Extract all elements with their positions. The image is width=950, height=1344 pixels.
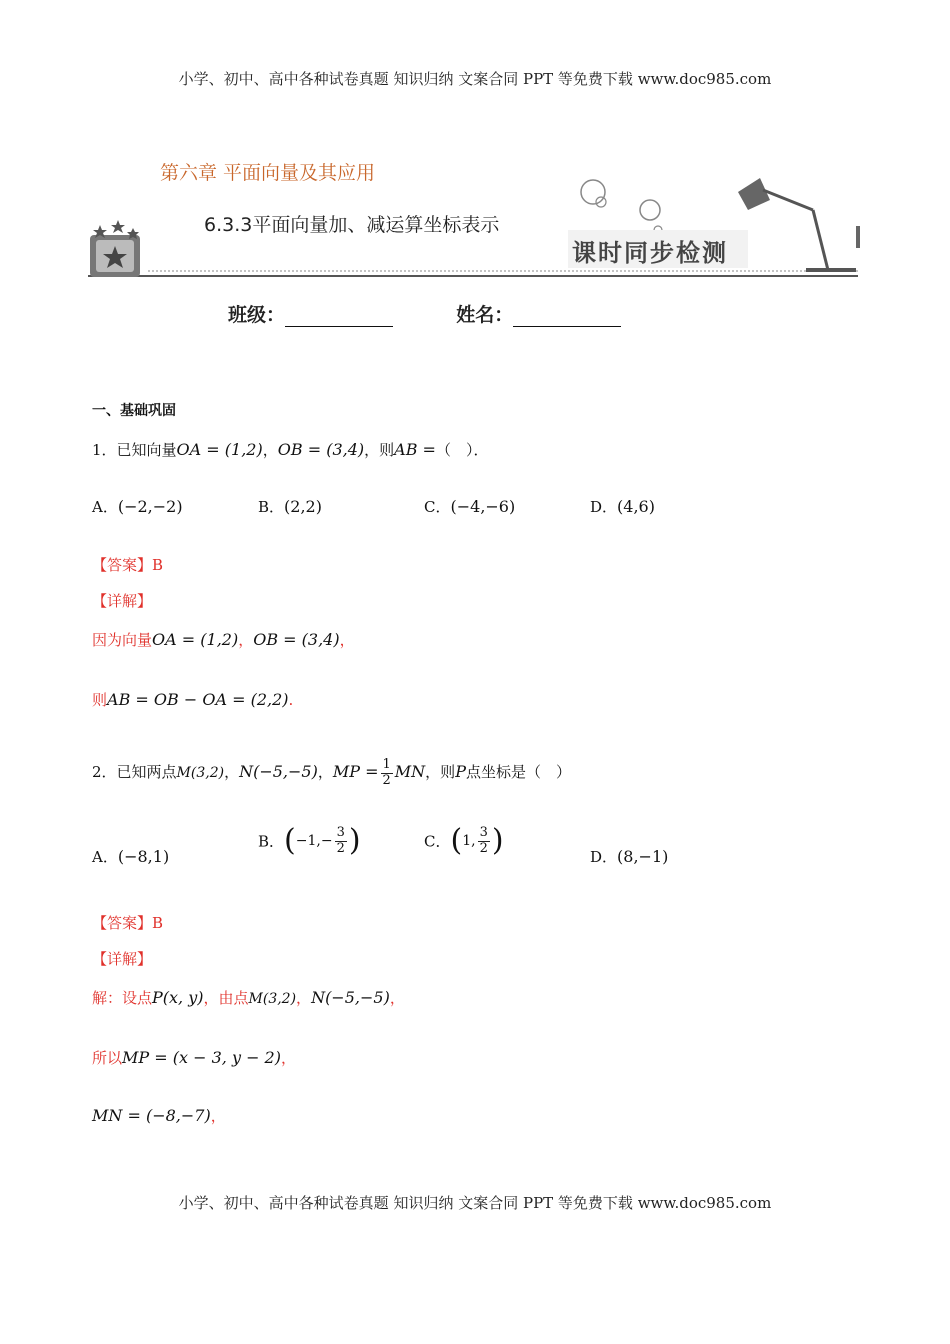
- star-badge-icon: [90, 220, 140, 277]
- q2-option-b: [258, 823, 361, 858]
- math-m: M(3,2): [248, 991, 297, 1007]
- q2-m: M(3,2): [176, 765, 225, 781]
- option-label: D．: [590, 498, 618, 516]
- q2-option-c: [424, 823, 504, 858]
- math-expr: MN = (−8,−7): [92, 1106, 211, 1125]
- option-value: (−8,1): [117, 847, 170, 866]
- page-footer: 小学、初中、高中各种试卷真题 知识归纳 文案合同 PPT 等免费下载 www.doc985.com: [178, 1194, 772, 1212]
- q2-answer: 【答案】B: [92, 914, 164, 932]
- q2-tail: 点坐标是（ ）: [465, 763, 571, 781]
- text: ，: [389, 989, 405, 1007]
- text: 因为向量: [92, 631, 153, 649]
- text: ，: [296, 989, 312, 1007]
- q2-option-d: [590, 846, 668, 867]
- paren-close: ): [348, 823, 361, 858]
- option-label: B．: [258, 498, 285, 516]
- text: ，: [339, 631, 355, 649]
- text: ，则: [425, 763, 456, 781]
- text: ，由点: [203, 989, 249, 1007]
- q1-sep: ，: [262, 441, 278, 459]
- paren-close: ): [491, 823, 504, 858]
- math-ob: OB = (3,4): [253, 630, 340, 649]
- option-pre: −1,−: [295, 833, 333, 849]
- q1-then: ，则: [364, 441, 395, 459]
- math-n: N(−5,−5): [311, 988, 390, 1007]
- q2-n: N(−5,−5): [239, 762, 318, 781]
- name-label: 姓名：: [456, 304, 514, 326]
- q2-option-a: [92, 846, 169, 867]
- option-value: (−4,−6): [450, 497, 516, 516]
- text: ，: [317, 763, 333, 781]
- page-header: 小学、初中、高中各种试卷真题 知识归纳 文案合同 PPT 等免费下载 www.doc985.com: [178, 70, 772, 88]
- q1-detail-label: 【详解】: [92, 592, 153, 610]
- option-value: (4,6): [617, 497, 655, 516]
- text: 解：设点: [92, 989, 153, 1007]
- q1-detail-line2: [92, 688, 293, 712]
- denominator: 2: [382, 772, 391, 788]
- paren-open: (: [450, 823, 463, 858]
- q1-option-a: [92, 496, 183, 517]
- student-info: [228, 300, 621, 327]
- option-label: C．: [424, 832, 451, 851]
- badge-text: 课时同步检测: [572, 238, 728, 267]
- q2-detail-line1: [92, 986, 405, 1011]
- q1-option-d: [590, 496, 655, 517]
- question-1: [92, 438, 488, 462]
- numerator: 1: [382, 757, 391, 773]
- q2-number: 2．已知两点: [92, 763, 177, 781]
- option-value: (8,−1): [617, 847, 669, 866]
- numerator: 3: [336, 825, 345, 841]
- text: ，: [210, 1107, 226, 1125]
- q1-detail-line1: [92, 628, 355, 652]
- q1-oa: OA = (1,2): [176, 440, 263, 459]
- text: ，: [280, 1049, 296, 1067]
- text: ，: [224, 763, 240, 781]
- math-expr: AB = OB − OA = (2,2): [107, 690, 289, 709]
- option-label: B．: [258, 832, 285, 851]
- option-label: C．: [424, 498, 451, 516]
- option-fraction: [478, 826, 490, 856]
- text: .: [288, 691, 294, 709]
- q1-answer: 【答案】B: [92, 556, 164, 574]
- question-2: [92, 752, 571, 793]
- class-blank[interactable]: [285, 308, 393, 327]
- q1-ob: OB = (3,4): [277, 440, 365, 459]
- paren-open: (: [284, 823, 296, 858]
- lesson-title: 6.3.3平面向量加、减运算坐标表示: [204, 214, 500, 236]
- math-p: P(x, y): [152, 988, 204, 1007]
- q1-option-c: [424, 496, 515, 517]
- numerator: 3: [479, 825, 488, 841]
- q1-ab: AB =: [394, 440, 436, 459]
- q2-fraction: [381, 758, 393, 788]
- denominator: 2: [479, 840, 488, 856]
- chapter-title: 第六章 平面向量及其应用: [160, 162, 376, 184]
- q2-mn: MN: [394, 762, 426, 781]
- option-label: A．: [92, 848, 118, 866]
- q1-tail: （ ）．: [435, 441, 489, 459]
- math-expr: MP = (x − 3, y − 2): [122, 1048, 281, 1067]
- option-pre: 1,: [462, 833, 476, 849]
- text: 所以: [92, 1049, 123, 1067]
- text: ，: [238, 631, 254, 649]
- option-label: D．: [590, 848, 618, 866]
- q2-p: P: [455, 762, 466, 781]
- q1-number: 1．已知向量: [92, 441, 177, 459]
- text: 则: [92, 691, 108, 709]
- name-blank[interactable]: [513, 308, 621, 327]
- option-value: (2,2): [284, 497, 322, 516]
- section-heading: 一、基础巩固: [92, 403, 176, 419]
- option-value: (−2,−2): [117, 497, 183, 516]
- q2-detail-line2: [92, 1046, 296, 1070]
- option-fraction: [335, 826, 347, 856]
- q2-detail-line3: [92, 1104, 226, 1128]
- denominator: 2: [336, 840, 345, 856]
- q1-option-b: [258, 496, 322, 517]
- math-oa: OA = (1,2): [152, 630, 239, 649]
- q2-detail-label: 【详解】: [92, 950, 153, 968]
- desk-lamp-icon: [738, 178, 856, 270]
- class-label: 班级：: [228, 304, 286, 326]
- q2-mp: MP =: [332, 762, 379, 781]
- option-label: A．: [92, 498, 118, 516]
